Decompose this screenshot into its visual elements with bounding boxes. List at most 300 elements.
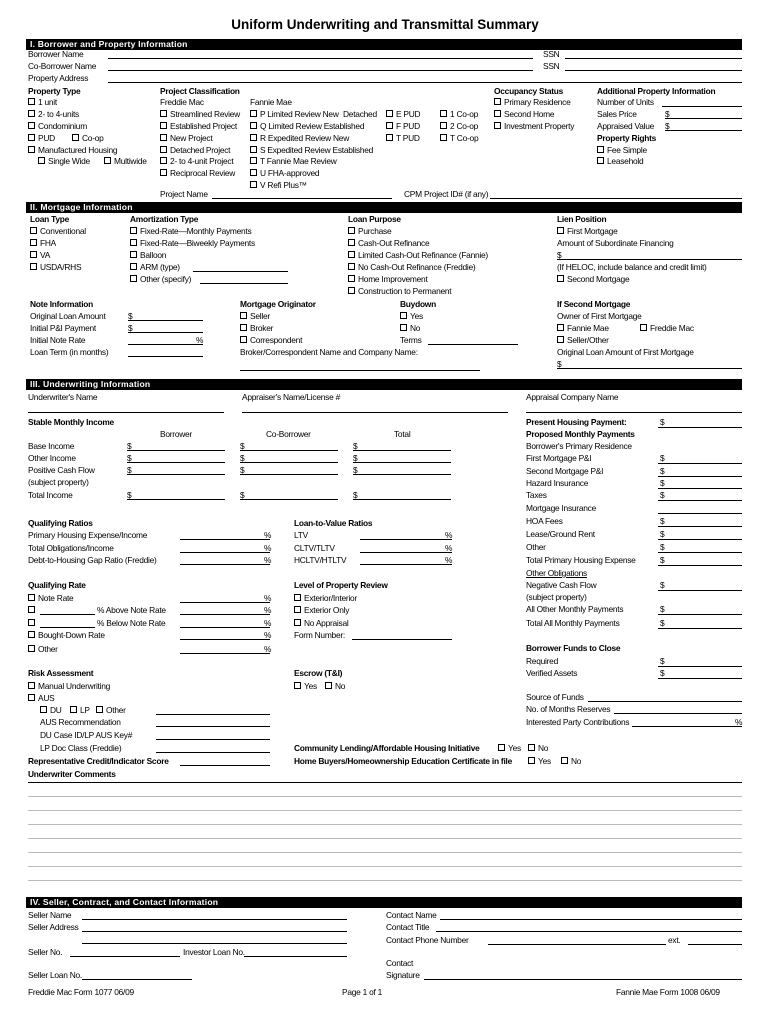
fn-t-checkbox[interactable] xyxy=(250,156,337,166)
taxes-label: Taxes xyxy=(526,490,547,500)
occ-investment-checkbox[interactable] xyxy=(494,121,574,131)
fm-detached-checkbox[interactable] xyxy=(160,145,230,155)
checkbox-icon xyxy=(250,157,257,164)
fn-v-checkbox[interactable] xyxy=(250,180,307,190)
cash-total-field[interactable] xyxy=(353,474,451,475)
lp-limited-checkbox[interactable] xyxy=(348,250,488,260)
required-label: Required xyxy=(526,656,558,666)
cash-borrower-field[interactable] xyxy=(127,474,225,475)
total-all-field[interactable] xyxy=(658,628,742,629)
homebuyers-yes-label: Yes xyxy=(538,756,551,766)
orig-amount-field[interactable] xyxy=(128,320,203,321)
bd-no-checkbox[interactable] xyxy=(400,323,420,333)
broker-name-field[interactable] xyxy=(240,370,480,371)
qr-note-field[interactable] xyxy=(180,602,270,603)
lt-va-checkbox[interactable] xyxy=(30,250,50,260)
orig-seller-checkbox[interactable] xyxy=(240,311,270,321)
am-arm-field[interactable] xyxy=(193,271,288,272)
comment-line[interactable] xyxy=(28,824,742,825)
underwriter-name-field[interactable] xyxy=(28,412,224,413)
qr-bought-checkbox[interactable] xyxy=(28,630,105,640)
second-pi-field[interactable] xyxy=(658,476,742,477)
lp-doc-field[interactable] xyxy=(156,752,270,753)
aus-checkbox[interactable] xyxy=(28,693,54,703)
lien-first-checkbox[interactable] xyxy=(557,226,618,236)
appraised-value-field[interactable] xyxy=(665,130,742,131)
debt-gap-field[interactable] xyxy=(180,564,270,565)
qr-below-pct: % xyxy=(264,618,272,628)
checkbox-icon xyxy=(386,122,393,129)
ipc-label: Interested Party Contributions xyxy=(526,717,630,727)
borrower-ssn-label: SSN xyxy=(543,49,560,59)
lt-usda-label: USDA/RHS xyxy=(40,262,82,272)
initial-rate-label: Initial Note Rate xyxy=(30,335,86,345)
ipc-field[interactable] xyxy=(632,726,742,727)
if-second-heading: If Second Mortgage xyxy=(557,299,631,309)
community-no-checkbox[interactable] xyxy=(528,743,548,753)
seller-loan-field[interactable] xyxy=(82,979,192,980)
comment-line[interactable] xyxy=(28,866,742,867)
pt-single-wide-checkbox[interactable] xyxy=(38,156,90,166)
lien-sub-amount-field[interactable] xyxy=(557,259,742,260)
months-reserves-field[interactable] xyxy=(614,713,742,714)
orig-broker-checkbox[interactable] xyxy=(240,323,273,333)
total-income-label: Total Income xyxy=(28,490,73,500)
qr-note-checkbox[interactable] xyxy=(28,593,73,603)
am-balloon-label: Balloon xyxy=(140,250,167,260)
bd-yes-label: Yes xyxy=(410,311,423,321)
am-fixed-monthly-label: Fixed-Rate—Monthly Payments xyxy=(140,226,252,236)
seller-name-field[interactable] xyxy=(82,919,347,920)
appraised-value-label: Appraised Value xyxy=(597,121,655,131)
checkbox-icon xyxy=(557,324,564,331)
checkbox-icon xyxy=(557,227,564,234)
borrower-col-label: Borrower xyxy=(160,429,192,439)
pt-2to4-checkbox[interactable] xyxy=(28,109,79,119)
leasehold-checkbox[interactable] xyxy=(597,156,643,166)
other-coborrower-dollar: $ xyxy=(240,453,245,463)
leasehold-label: Leasehold xyxy=(607,156,644,166)
base-total-field[interactable] xyxy=(353,450,451,451)
owner-seller-label: Seller/Other xyxy=(567,335,609,345)
lp-nocash-checkbox[interactable] xyxy=(348,262,475,272)
fm-streamlined-checkbox[interactable] xyxy=(160,109,240,119)
comment-line[interactable] xyxy=(28,880,742,881)
homebuyers-yes-checkbox[interactable] xyxy=(528,756,551,766)
total-ratio-field[interactable] xyxy=(180,552,270,553)
pt-manufactured-label: Manufactured Housing xyxy=(38,145,118,155)
checkbox-icon xyxy=(160,169,167,176)
occ-primary-checkbox[interactable] xyxy=(494,97,571,107)
all-other-field[interactable] xyxy=(658,614,742,615)
owner-seller-checkbox[interactable] xyxy=(557,335,609,345)
property-rights-heading: Property Rights xyxy=(597,133,657,143)
checkbox-icon xyxy=(30,263,37,270)
first-pi-label: First Mortgage P&I xyxy=(526,453,592,463)
fm-new-label: New Project xyxy=(170,133,213,143)
borrower-name-field[interactable] xyxy=(108,58,533,59)
total-ratio-pct: % xyxy=(264,543,272,553)
terms-field[interactable] xyxy=(428,344,518,345)
total-primary-field[interactable] xyxy=(658,565,742,566)
manual-label: Manual Underwriting xyxy=(38,681,111,691)
comment-line[interactable] xyxy=(28,782,742,783)
total-borrower-field[interactable] xyxy=(127,499,225,500)
total-coborrower-field[interactable] xyxy=(240,499,338,500)
owner-fannie-label: Fannie Mae xyxy=(567,323,609,333)
checkbox-icon xyxy=(104,157,111,164)
negative-cash-field[interactable] xyxy=(658,590,742,591)
orig-amount-dollar: $ xyxy=(128,311,133,321)
orig-correspondent-checkbox[interactable] xyxy=(240,335,302,345)
ltv-pct: % xyxy=(445,530,453,540)
lease-field[interactable] xyxy=(658,539,742,540)
coborrower-ssn-label: SSN xyxy=(543,61,560,71)
lp-construction-checkbox[interactable] xyxy=(348,286,451,296)
required-dollar: $ xyxy=(660,656,665,666)
coop2-checkbox[interactable] xyxy=(440,121,478,131)
other-coborrower-field[interactable] xyxy=(240,462,338,463)
source-funds-label: Source of Funds xyxy=(526,692,584,702)
lp-purchase-checkbox[interactable] xyxy=(348,226,391,236)
contact-name-label: Contact Name xyxy=(386,910,437,920)
initial-pi-dollar: $ xyxy=(128,323,133,333)
base-income-label: Base Income xyxy=(28,441,75,451)
base-borrower-field[interactable] xyxy=(127,450,225,451)
mi-field[interactable] xyxy=(658,513,742,514)
fm-established-label: Established Project xyxy=(170,121,237,131)
qr-below-label: % Below Note Rate xyxy=(97,618,166,628)
occupancy-heading: Occupancy Status xyxy=(494,86,564,96)
escrow-yes-label: Yes xyxy=(304,681,317,691)
hoa-field[interactable] xyxy=(658,526,742,527)
checkbox-icon xyxy=(386,110,393,117)
bd-no-label: No xyxy=(410,323,421,333)
primary-ratio-field[interactable] xyxy=(180,539,270,540)
addl-info-heading: Additional Property Information xyxy=(597,86,716,96)
fn-r-checkbox[interactable] xyxy=(250,133,349,143)
coop2-label: 2 Co-op xyxy=(450,121,479,131)
lr-no-label: No Appraisal xyxy=(304,618,349,628)
qr-above-pct-field[interactable] xyxy=(40,614,95,615)
lp-aus-checkbox[interactable] xyxy=(70,705,90,715)
other-borrower-dollar: $ xyxy=(127,453,132,463)
lp-limited-label: Limited Cash-Out Refinance (Fannie) xyxy=(358,250,488,260)
checkbox-icon xyxy=(130,251,137,258)
orig-broker-label: Broker xyxy=(250,323,274,333)
pt-1unit-checkbox[interactable] xyxy=(28,97,57,107)
t-pud-label: T PUD xyxy=(396,133,420,143)
checkbox-icon xyxy=(561,757,568,764)
fn-detached-label: Detached xyxy=(343,109,377,119)
comment-line[interactable] xyxy=(28,852,742,853)
homebuyers-no-checkbox[interactable] xyxy=(561,756,581,766)
pt-multiwide-checkbox[interactable] xyxy=(104,156,147,166)
escrow-yes-checkbox[interactable] xyxy=(294,681,317,691)
qr-above-pct: % xyxy=(264,605,272,615)
qr-above-checkbox[interactable] xyxy=(28,605,38,615)
pt-pud-label: PUD xyxy=(38,133,55,143)
underwriter-name-label: Underwriter's Name xyxy=(28,392,98,402)
f-pud-checkbox[interactable] xyxy=(386,121,420,131)
lien-sub-dollar: $ xyxy=(557,250,562,260)
total-col-label: Total xyxy=(394,429,411,439)
borrower-funds-heading: Borrower Funds to Close xyxy=(526,643,621,653)
other-borrower-field[interactable] xyxy=(127,462,225,463)
hazard-dollar: $ xyxy=(660,478,665,488)
first-pi-field[interactable] xyxy=(658,463,742,464)
coop1-label: 1 Co-op xyxy=(450,109,479,119)
contact-phone-field[interactable] xyxy=(488,944,666,945)
positive-cash-label: Positive Cash Flow xyxy=(28,465,95,475)
primary-ratio-label: Primary Housing Expense/Income xyxy=(28,530,148,540)
fm-established-checkbox[interactable] xyxy=(160,121,237,131)
am-balloon-checkbox[interactable] xyxy=(130,250,166,260)
sales-price-label: Sales Price xyxy=(597,109,637,119)
escrow-no-checkbox[interactable] xyxy=(325,681,345,691)
lease-label: Lease/Ground Rent xyxy=(526,529,595,539)
seller-name-label: Seller Name xyxy=(28,910,72,920)
signature-field[interactable] xyxy=(424,979,742,980)
num-units-label: Number of Units xyxy=(597,97,654,107)
footer-center: Page 1 of 1 xyxy=(342,987,383,997)
total-total-field[interactable] xyxy=(353,499,451,500)
contact-name-field[interactable] xyxy=(440,919,742,920)
e-pud-checkbox[interactable] xyxy=(386,109,420,119)
appraiser-label: Appraiser's Name/License # xyxy=(242,392,340,402)
sales-price-field[interactable] xyxy=(665,118,742,119)
qr-below-field[interactable] xyxy=(180,627,270,628)
lp-aus-label: LP xyxy=(80,705,90,715)
lien-helo-note: (If HELOC, include balance and credit limit) xyxy=(557,262,707,272)
contact-label: Contact xyxy=(386,958,414,968)
initial-rate-field[interactable] xyxy=(128,344,203,345)
qr-other-pct: % xyxy=(264,644,272,654)
am-fixed-monthly-checkbox[interactable] xyxy=(130,226,251,236)
section-2-header: II. Mortgage Information xyxy=(26,202,742,213)
other-payment-field[interactable] xyxy=(658,552,742,553)
footer-left: Freddie Mac Form 1077 06/09 xyxy=(28,987,134,997)
investor-loan-field[interactable] xyxy=(244,956,347,957)
cpm-id-field[interactable] xyxy=(490,198,742,199)
ext-field[interactable] xyxy=(688,944,742,945)
ipc-pct: % xyxy=(735,717,743,727)
aus-other-checkbox[interactable] xyxy=(96,705,126,715)
loan-type-heading: Loan Type xyxy=(30,214,70,224)
owner-fannie-checkbox[interactable] xyxy=(557,323,609,333)
other-total-field[interactable] xyxy=(353,462,451,463)
project-name-field[interactable] xyxy=(212,198,392,199)
lp-home-checkbox[interactable] xyxy=(348,274,428,284)
am-other-field[interactable] xyxy=(200,283,288,284)
lien-second-checkbox[interactable] xyxy=(557,274,629,284)
fn-s-label: S Expedited Review Established xyxy=(260,145,374,155)
fn-s-checkbox[interactable] xyxy=(250,145,373,155)
checkbox-icon xyxy=(250,146,257,153)
loan-term-field[interactable] xyxy=(128,356,203,357)
cash-coborrower-dollar: $ xyxy=(240,465,245,475)
checkbox-icon xyxy=(294,606,301,613)
am-arm-checkbox[interactable] xyxy=(130,262,180,272)
lp-cashout-checkbox[interactable] xyxy=(348,238,429,248)
property-address-field[interactable] xyxy=(108,82,742,83)
t-pud-checkbox[interactable] xyxy=(386,133,420,143)
seller-address-field[interactable] xyxy=(82,931,347,932)
checkbox-icon xyxy=(348,287,355,294)
project-class-heading: Project Classification xyxy=(160,86,240,96)
appraisal-company-label: Appraisal Company Name xyxy=(526,392,619,402)
checkbox-icon xyxy=(28,645,35,652)
checkbox-icon xyxy=(30,239,37,246)
originator-heading: Mortgage Originator xyxy=(240,299,316,309)
lp-cashout-label: Cash-Out Refinance xyxy=(358,238,430,248)
total-primary-dollar: $ xyxy=(660,555,665,565)
qr-below-pct-field[interactable] xyxy=(40,627,95,628)
lt-usda-checkbox[interactable] xyxy=(30,262,81,272)
initial-pi-field[interactable] xyxy=(128,332,203,333)
fee-simple-checkbox[interactable] xyxy=(597,145,647,155)
aus-rec-field[interactable] xyxy=(156,726,270,727)
seller-address-label: Seller Address xyxy=(28,922,79,932)
stable-income-heading: Stable Monthly Income xyxy=(28,417,114,427)
orig-correspondent-label: Correspondent xyxy=(250,335,303,345)
checkbox-icon xyxy=(250,181,257,188)
form-number-field[interactable] xyxy=(352,639,452,640)
t-coop-checkbox[interactable] xyxy=(440,133,478,143)
checkbox-icon xyxy=(557,336,564,343)
checkbox-icon xyxy=(440,134,447,141)
hcltv-field[interactable] xyxy=(360,564,452,565)
checkbox-icon xyxy=(440,122,447,129)
checkbox-icon xyxy=(400,324,407,331)
lr-exterior-checkbox[interactable] xyxy=(294,605,349,615)
source-funds-field[interactable] xyxy=(588,701,742,702)
seller-address-field-2[interactable] xyxy=(82,943,347,944)
orig-first-amount-field[interactable] xyxy=(557,368,742,369)
seller-loan-label: Seller Loan No. xyxy=(28,970,82,980)
contact-title-field[interactable] xyxy=(436,931,742,932)
borrower-ssn-field[interactable] xyxy=(565,58,742,59)
cash-coborrower-field[interactable] xyxy=(240,474,338,475)
fn-t-label: T Fannie Mae Review xyxy=(260,156,337,166)
coborrower-ssn-field[interactable] xyxy=(565,70,742,71)
pt-condo-label: Condominium xyxy=(38,121,87,131)
hazard-field[interactable] xyxy=(658,488,742,489)
cltv-label: CLTV/TLTV xyxy=(294,543,335,553)
du-case-field[interactable] xyxy=(156,739,270,740)
qr-above-field[interactable] xyxy=(180,614,270,615)
qr-below-checkbox[interactable] xyxy=(28,618,38,628)
fn-u-label: U FHA-approved xyxy=(260,168,320,178)
ltv-label: LTV xyxy=(294,530,308,540)
checkbox-icon xyxy=(28,122,35,129)
sales-price-dollar: $ xyxy=(665,109,670,119)
fn-u-checkbox[interactable] xyxy=(250,168,319,178)
qr-other-checkbox[interactable] xyxy=(28,644,58,654)
owner-freddie-checkbox[interactable] xyxy=(640,323,694,333)
seller-no-field[interactable] xyxy=(70,956,180,957)
checkbox-icon xyxy=(557,275,564,282)
am-other-checkbox[interactable] xyxy=(130,274,191,284)
fm-reciprocal-checkbox[interactable] xyxy=(160,168,235,178)
fm-reciprocal-label: Reciprocal Review xyxy=(170,168,236,178)
qr-bought-field[interactable] xyxy=(180,639,270,640)
comment-line[interactable] xyxy=(28,796,742,797)
qr-bought-pct: % xyxy=(264,630,272,640)
occ-second-checkbox[interactable] xyxy=(494,109,554,119)
du-case-label: DU Case ID/LP AUS Key# xyxy=(40,730,133,740)
base-total-dollar: $ xyxy=(353,441,358,451)
fn-p-checkbox[interactable] xyxy=(250,109,339,119)
qr-other-field[interactable] xyxy=(180,653,270,654)
present-housing-field[interactable] xyxy=(658,427,742,428)
rep-score-field[interactable] xyxy=(180,765,270,766)
checkbox-icon xyxy=(28,98,35,105)
section-4-header: IV. Seller, Contract, and Contact Information xyxy=(26,897,742,908)
lp-doc-label: LP Doc Class (Freddie) xyxy=(40,743,122,753)
bd-yes-checkbox[interactable] xyxy=(400,311,423,321)
fm-2to4-label: 2- to 4-unit Project xyxy=(170,156,234,166)
pt-coop-checkbox[interactable] xyxy=(72,133,104,143)
pt-pud-checkbox[interactable] xyxy=(28,133,55,143)
loan-purpose-heading: Loan Purpose xyxy=(348,214,401,224)
checkbox-icon xyxy=(494,98,501,105)
lt-fha-checkbox[interactable] xyxy=(30,238,56,248)
du-checkbox[interactable] xyxy=(40,705,62,715)
cltv-field[interactable] xyxy=(360,552,452,553)
appraiser-field[interactable] xyxy=(242,412,508,413)
num-units-field[interactable] xyxy=(662,106,742,107)
comment-line[interactable] xyxy=(28,838,742,839)
required-field[interactable] xyxy=(658,666,742,667)
base-coborrower-field[interactable] xyxy=(240,450,338,451)
checkbox-icon xyxy=(130,263,137,270)
fm-new-checkbox[interactable] xyxy=(160,133,212,143)
aus-other-field[interactable] xyxy=(156,714,270,715)
pt-manufactured-checkbox[interactable] xyxy=(28,145,117,155)
community-label: Community Lending/Affordable Housing Initiative xyxy=(294,743,480,753)
occ-primary-label: Primary Residence xyxy=(504,97,571,107)
fm-2to4-checkbox[interactable] xyxy=(160,156,233,166)
ltv-field[interactable] xyxy=(360,539,452,540)
comment-line[interactable] xyxy=(28,810,742,811)
base-borrower-dollar: $ xyxy=(127,441,132,451)
verified-field[interactable] xyxy=(658,678,742,679)
fee-simple-label: Fee Simple xyxy=(607,145,647,155)
appraised-value-dollar: $ xyxy=(665,121,670,131)
fn-q-checkbox[interactable] xyxy=(250,121,364,131)
fannie-mae-label: Fannie Mae xyxy=(250,97,292,107)
pt-condo-checkbox[interactable] xyxy=(28,121,87,131)
manual-checkbox[interactable] xyxy=(28,681,110,691)
coborrower-name-field[interactable] xyxy=(108,70,533,71)
coop1-checkbox[interactable] xyxy=(440,109,478,119)
lr-ext-int-checkbox[interactable] xyxy=(294,593,357,603)
fn-r-label: R Expedited Review New xyxy=(260,133,349,143)
am-fixed-biweekly-checkbox[interactable] xyxy=(130,238,255,248)
borrower-name-label: Borrower Name xyxy=(28,49,84,59)
qr-other-label: Other xyxy=(38,644,58,654)
note-info-heading: Note Information xyxy=(30,299,93,309)
lr-no-checkbox[interactable] xyxy=(294,618,349,628)
appraisal-company-field[interactable] xyxy=(526,412,742,413)
pt-1unit-label: 1 unit xyxy=(38,97,57,107)
taxes-field[interactable] xyxy=(658,500,742,501)
checkbox-icon xyxy=(294,594,301,601)
community-yes-checkbox[interactable] xyxy=(498,743,521,753)
lt-conv-checkbox[interactable] xyxy=(30,226,86,236)
escrow-heading: Escrow (T&I) xyxy=(294,668,343,678)
